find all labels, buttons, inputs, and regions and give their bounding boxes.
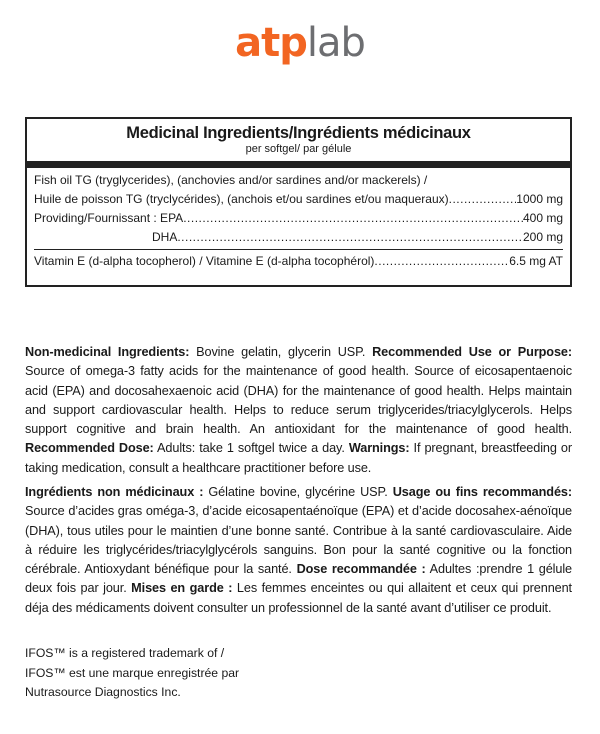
trademark-line-3: Nutrasource Diagnostics Inc. bbox=[25, 685, 181, 700]
dha-row bbox=[34, 228, 563, 247]
en-warnings-heading: Warnings: bbox=[348, 441, 410, 456]
trademark-line-2: IFOS™ est une marque enregistrée par bbox=[25, 665, 240, 680]
trademark-notice bbox=[25, 644, 239, 703]
en-use-heading: Recommended Use or Purpose: bbox=[372, 345, 572, 359]
trademark-line-1: IFOS™ is a registered trademark of / bbox=[25, 646, 225, 660]
panel-subtitle: per softgel/ par gélule bbox=[245, 143, 352, 155]
epa-label: Providing/Fournissant : EPA bbox=[34, 211, 184, 225]
panel-thick-rule bbox=[27, 161, 570, 168]
en-nonmedicinal-heading: Non-medicinal Ingredients: bbox=[25, 345, 190, 359]
vitamin-e-label: Vitamin E (d-alpha tocopherol) / Vitamine E (d-alpha tocophérol) bbox=[34, 254, 375, 268]
panel-title: Medicinal Ingredients/Ingrédients médicinaux bbox=[126, 124, 471, 142]
fr-dose-heading: Dose recommandée : bbox=[296, 562, 426, 577]
english-label-text bbox=[25, 343, 572, 478]
brand-logo bbox=[0, 18, 600, 68]
fish-oil-label-fr: Huile de poisson TG (tryclycérides), (anchois et/ou sardines et/ou maqueraux) bbox=[34, 192, 449, 206]
fr-nonmedicinal-text: Gélatine bovine, glycérine USP. bbox=[203, 485, 393, 499]
logo-atp: atp bbox=[235, 20, 307, 66]
fr-nonmedicinal-heading: Ingrédients non médicinaux : bbox=[25, 485, 204, 499]
fr-dose-text: Adultes :prendre 1 gélule deux fois par jour. bbox=[25, 562, 573, 596]
en-dose-heading: Recommended Dose: bbox=[25, 441, 154, 456]
en-dose-text: Adults: take 1 softgel twice a day. bbox=[153, 441, 349, 456]
en-use-text: Source of omega-3 fatty acids for the maintenance of good health. Source of eicosapentaenoic acid (EPA) and docosahexaenoic acid (DHA) for the maintenance of good health. Helps maintain and support cardiovascular health. Helps to reduce serum triglycerides/triacylglycerols. Helps support cognitive and brain health. An antioxidant for the maintenance of good health. bbox=[25, 364, 572, 437]
dha-label: DHA bbox=[152, 230, 178, 244]
medicinal-ingredients-panel bbox=[25, 117, 572, 287]
fish-oil-amount: 1000 mg bbox=[516, 192, 563, 206]
vitamin-e-amount: 6.5 mg AT bbox=[509, 254, 563, 268]
dha-amount: 200 mg bbox=[522, 230, 563, 244]
fish-oil-line1 bbox=[34, 171, 563, 190]
row-divider bbox=[34, 249, 563, 250]
fr-warnings-heading: Mises en garde : bbox=[131, 581, 233, 596]
fr-warnings-text: Les femmes enceintes ou qui allaitent et ceux qui prennent déja des médicaments doivent consulter un professionnel de la santé avant d’utiliser ce produit. bbox=[25, 581, 572, 615]
en-nonmedicinal-text: Bovine gelatin, glycerin USP. bbox=[189, 345, 373, 359]
vitamin-e-row bbox=[34, 252, 563, 271]
fish-oil-label-en: Fish oil TG (tryglycerides), (anchovies and/or sardines and/or mackerels) / bbox=[34, 173, 428, 187]
logo-lab: lab bbox=[306, 20, 365, 66]
en-warnings-text: If pregnant, breastfeeding or taking medication, consult a healthcare practitioner before use. bbox=[25, 441, 572, 475]
french-label-text bbox=[25, 483, 572, 618]
fr-use-heading: Usage ou fins recommandés: bbox=[392, 485, 572, 499]
fr-use-text: Source d’acides gras oméga-3, d’acide eicosapentaénoïque (EPA) et d’acide docosahex-aénoïque (DHA), tous utiles pour le maintien d’une bonne santé. Contribue à la santé cardiovasculaire. Aide à réduire les triglycérides/triacylglycérols sanguins. Bon pour la santé cognitive ou la fonction cérébrale. Antioxydant bénéfique pour la santé. bbox=[25, 504, 572, 577]
epa-amount: 400 mg bbox=[522, 211, 563, 225]
epa-row bbox=[34, 209, 563, 228]
fish-oil-line2 bbox=[34, 190, 563, 209]
